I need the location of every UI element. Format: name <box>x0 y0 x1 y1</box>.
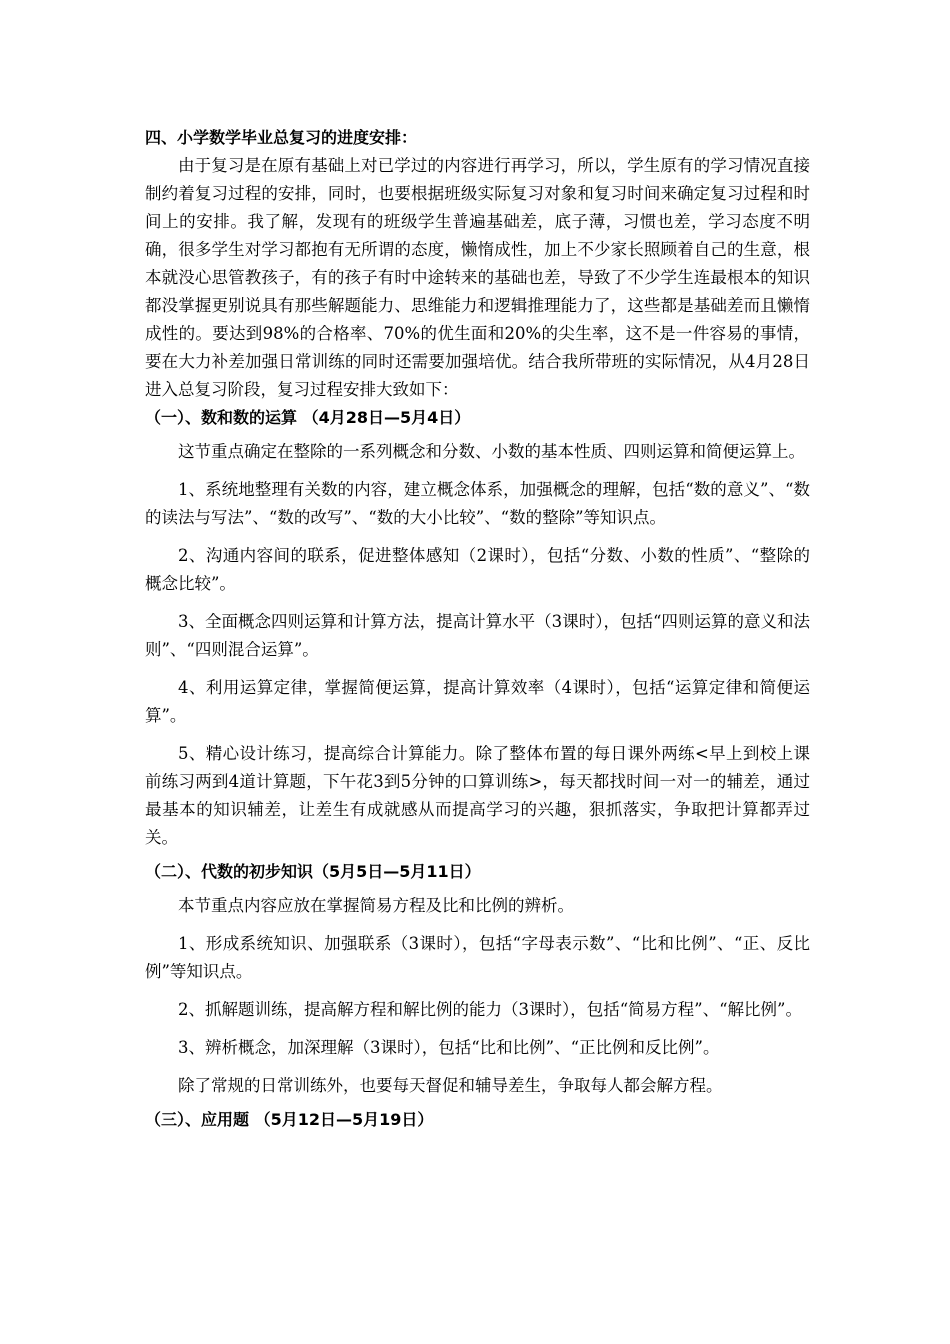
part1-item-1: 1、系统地整理有关数的内容，建立概念体系，加强概念的理解，包括“数的意义”、“数的读法与写法”、“数的改写”、“数的大小比较”、“数的整除”等知识点。 <box>145 480 810 527</box>
part2-item-3: 3、辨析概念，加深理解（3课时），包括“比和比例”、“正比例和反比例”。 <box>178 1038 720 1057</box>
part1-focus: 这节重点确定在整除的一系列概念和分数、小数的基本性质、四则运算和简便运算上。 <box>178 442 805 461</box>
part1-item-3: 3、全面概念四则运算和计算方法，提高计算水平（3课时），包括“四则运算的意义和法则”、“四则混合运算”。 <box>145 612 810 659</box>
part2-focus: 本节重点内容应放在掌握简易方程及比和比例的辨析。 <box>178 896 574 915</box>
part2-item-2: 2、抓解题训练，提高解方程和解比例的能力（3课时），包括“简易方程”、“解比例”。 <box>178 1000 802 1019</box>
part2-closing: 除了常规的日常训练外，也要每天督促和辅导差生，争取每人都会解方程。 <box>178 1076 723 1095</box>
part2-item-1: 1、形成系统知识、加强联系（3课时），包括“字母表示数”、“比和比例”、“正、反比例”等知识点。 <box>145 934 810 981</box>
part1-item-4: 4、利用运算定律，掌握简便运算，提高计算效率（4课时），包括“运算定律和简便运算”。 <box>145 678 810 725</box>
part1-item-2: 2、沟通内容间的联系，促进整体感知（2课时），包括“分数、小数的性质”、“整除的概念比较”。 <box>145 546 810 593</box>
document-page <box>145 124 810 1134</box>
part1-heading: （一）、数和数的运算 （4月28日—5月4日） <box>145 408 471 427</box>
section-title: 四、小学数学毕业总复习的进度安排： <box>145 128 418 147</box>
part2-heading: （二）、代数的初步知识（5月5日—5月11日） <box>145 862 481 881</box>
intro-paragraph: 由于复习是在原有基础上对已学过的内容进行再学习，所以，学生原有的学习情况直接制约着复习过程的安排，同时，也要根据班级实际复习对象和复习时间来确定复习过程和时间上的安排。我了解，发现有的班级学生普遍基础差，底子薄，习惯也差，学习态度不明确，很多学生对学习都抱有无所谓的态度，懒惰成性，加上不少家长照顾着自己的生意，根本就没心思管教孩子，有的孩子有时中途转来的基础也差，导致了不少学生连最根本的知识都没掌握更别说具有那些解题能力、思维能力和逻辑推理能力了，这些都是基础差而且懒惰成性的。要达到98%的合格率、70%的优生面和20%的尖生率，这不是一件容易的事情，要在大力补差加强日常训练的同时还需要加强培优。结合我所带班的实际情况，从4月28日进入总复习阶段，复习过程安排大致如下： <box>145 156 810 399</box>
part1-item-5: 5、精心设计练习，提高综合计算能力。除了整体布置的每日课外两练<早上到校上课前练习两到4道计算题，下午花3到5分钟的口算训练>，每天都找时间一对一的辅差，通过最基本的知识辅差，让差生有成就感从而提高学习的兴趣，狠抓落实，争取把计算都弄过关。 <box>145 744 810 847</box>
part3-heading: （三）、应用题 （5月12日—5月19日） <box>145 1110 434 1129</box>
